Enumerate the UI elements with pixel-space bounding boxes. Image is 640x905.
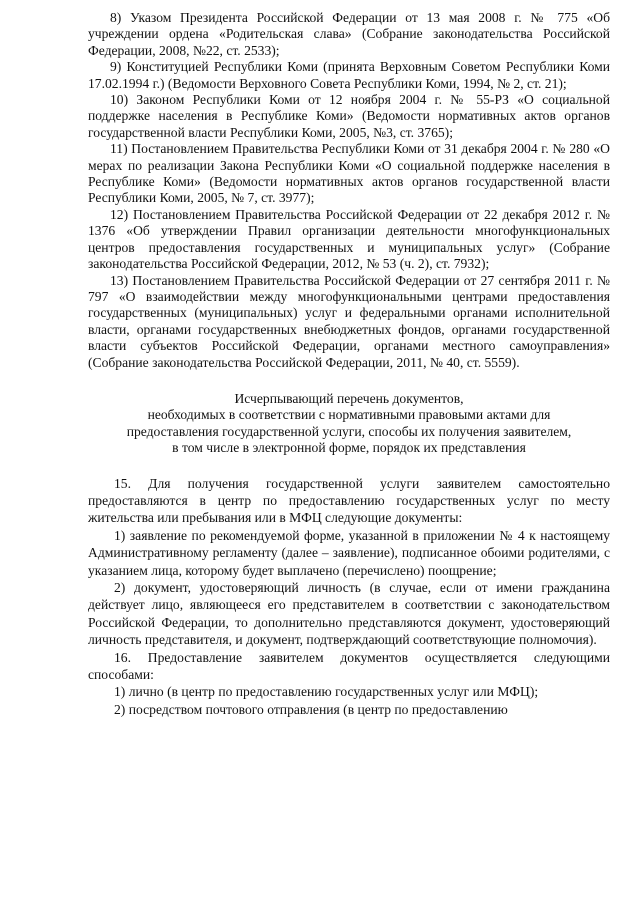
paragraph-16-item-2: 2) посредством почтового отправления (в центр по предоставлению bbox=[114, 701, 508, 717]
heading-line-2: необходимых в соответствии с нормативными правовыми актами для bbox=[147, 407, 551, 423]
paragraph-16: 16. Предоставление заявителем документов осуществляется следующими способами: bbox=[88, 649, 610, 683]
list-item-12: 12) Постановлением Правительства Российской Федерации от 22 декабря 2012 г. № 1376 «Об утверждении Правил организации деятельности многофункциональных центров предоставления государственных и муниципальных услуг» (Собрание законодательства Российской Федерации, 2012, № 53 (ч. 2), ст. 7932); bbox=[88, 206, 610, 272]
legal-basis-list bbox=[88, 10, 610, 371]
list-item-9: 9) Конституцией Республики Коми (принята Верховным Советом Республики Коми 17.02.1994 г.) (Ведомости Верховного Совета Республики Коми, 1994, № 2, ст. 21); bbox=[88, 59, 610, 91]
paragraph-15: 15. Для получения государственной услуги заявителем самостоятельно предоставляются в центр по предоставлению государственных услуг по месту жительства или пребывания или в МФЦ следующие документы: bbox=[88, 475, 610, 526]
section-heading bbox=[88, 391, 610, 457]
list-item-13: 13) Постановлением Правительства Российской Федерации от 27 сентября 2011 г. № 797 «О взаимодействии между многофункциональными центрами предоставления государственных (муниципальных) услуг и федеральными органами исполнительной власти, органами государственных внебюджетных фондов, органами государственной власти субъектов Российской Федерации, органами местного самоуправления» (Собрание законодательства Российской Федерации, 2011, № 40, ст. 5559). bbox=[88, 272, 610, 370]
list-item-10: 10) Законом Республики Коми от 12 ноября 2004 г. № 55-РЗ «О социальной поддержке населения в Республике Коми» (Ведомости нормативных актов органов государственной власти Республики Коми, 2005, №3, ст. 3765); bbox=[88, 92, 610, 140]
documents-section bbox=[88, 475, 610, 719]
paragraph-16-item-1: 1) лично (в центр по предоставлению государственных услуг или МФЦ); bbox=[114, 684, 539, 700]
paragraph-15-item-2: 2) документ, удостоверяющий личность (в случае, если от имени гражданина действует лицо, являющееся его представителем в соответствии с законодательством Российской Федерации, то дополнительно представляются документ, удостоверяющий личность представителя, и документ, подтверждающий соответствующие полномочия). bbox=[88, 580, 610, 648]
heading-line-4: в том числе в электронной форме, порядок их представления bbox=[172, 440, 526, 456]
list-item-8: 8) Указом Президента Российской Федерации от 13 мая 2008 г. № 775 «Об учреждении ордена «Родительская слава» (Собрание законодательства Российской Федерации, 2008, №22, ст. 2533); bbox=[88, 10, 610, 58]
paragraph-15-item-1: 1) заявление по рекомендуемой форме, указанной в приложении № 4 к настоящему Административному регламенту (далее – заявление), подписанное обоими родителями, с указанием лица, которому будет выплачено (перечислено) поощрение; bbox=[88, 527, 610, 578]
list-item-11: 11) Постановлением Правительства Республики Коми от 31 декабря 2004 г. № 280 «О мерах по реализации Закона Республики Коми «О социальной поддержке населения в Республике Коми» (Ведомости нормативных актов органов государственной власти Республики Коми, 2005, № 7, ст. 3977); bbox=[88, 141, 610, 206]
heading-line-1: Исчерпывающий перечень документов, bbox=[234, 390, 464, 406]
heading-line-3: предоставления государственной услуги, способы их получения заявителем, bbox=[126, 423, 572, 439]
